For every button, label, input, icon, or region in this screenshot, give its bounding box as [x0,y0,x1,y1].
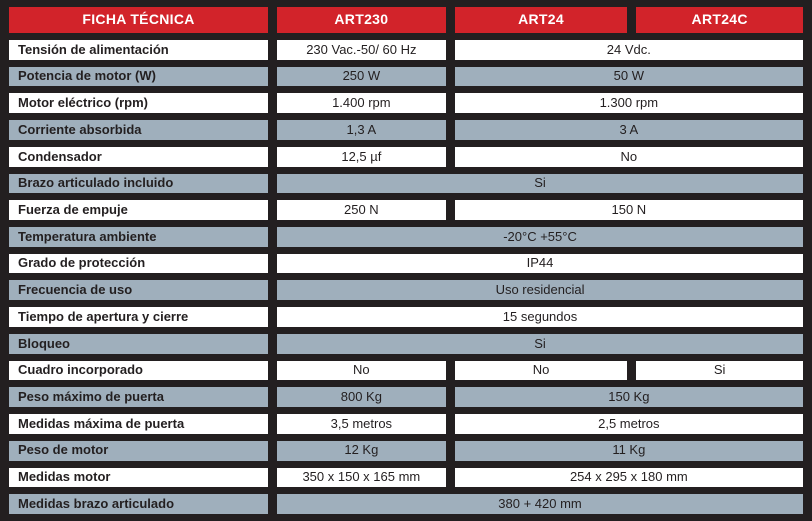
value-cell: 12,5 µf [277,147,446,167]
table-row [9,120,803,140]
row-label: Medidas motor [9,468,268,488]
table-row [9,361,803,381]
header-row [9,7,803,33]
value-cell: 150 Kg [455,387,803,407]
row-label: Cuadro incorporado [9,361,268,381]
value-cell: IP44 [277,254,803,274]
row-label: Grado de protección [9,254,268,274]
row-label: Motor eléctrico (rpm) [9,93,268,113]
table-row [9,254,803,274]
table-row [9,334,803,354]
row-label: Brazo articulado incluido [9,174,268,194]
table-row [9,174,803,194]
row-label: Frecuencia de uso [9,280,268,300]
row-label: Tensión de alimentación [9,40,268,60]
value-cell: No [455,147,803,167]
value-cell: 50 W [455,67,803,87]
table-row [9,307,803,327]
table-row [9,40,803,60]
table-row [9,494,803,514]
column-header-art24: ART24 [455,7,628,33]
value-cell: -20°C +55°C [277,227,803,247]
row-label: Peso máximo de puerta [9,387,268,407]
value-cell: 3,5 metros [277,414,446,434]
row-label: Bloqueo [9,334,268,354]
value-cell: 2,5 metros [455,414,803,434]
value-cell: 24 Vdc. [455,40,803,60]
value-cell: 800 Kg [277,387,446,407]
value-cell: No [277,361,446,381]
row-label: Medidas brazo articulado [9,494,268,514]
value-cell: 250 W [277,67,446,87]
value-cell: 1,3 A [277,120,446,140]
value-cell: 230 Vac.-50/ 60 Hz [277,40,446,60]
table-title: FICHA TÉCNICA [9,7,268,33]
value-cell: 1.400 rpm [277,93,446,113]
table-row [9,468,803,488]
table-row [9,414,803,434]
row-label: Potencia de motor (W) [9,67,268,87]
table-row [9,147,803,167]
row-label: Condensador [9,147,268,167]
value-cell: 12 Kg [277,441,446,461]
value-cell: Si [277,174,803,194]
value-cell: 11 Kg [455,441,803,461]
row-label: Tiempo de apertura y cierre [9,307,268,327]
table-row [9,227,803,247]
value-cell: 350 x 150 x 165 mm [277,468,446,488]
value-cell: 3 A [455,120,803,140]
row-label: Fuerza de empuje [9,200,268,220]
value-cell: 1.300 rpm [455,93,803,113]
column-header-art230: ART230 [277,7,446,33]
value-cell: 380 + 420 mm [277,494,803,514]
table-row [9,280,803,300]
value-cell: Si [277,334,803,354]
table-row [9,387,803,407]
value-cell: 250 N [277,200,446,220]
row-label: Corriente absorbida [9,120,268,140]
value-cell: 150 N [455,200,803,220]
value-cell: Uso residencial [277,280,803,300]
value-cell: No [455,361,628,381]
value-cell: Si [636,361,803,381]
table-row [9,441,803,461]
column-header-art24c: ART24C [636,7,803,33]
value-cell: 254 x 295 x 180 mm [455,468,803,488]
row-label: Medidas máxima de puerta [9,414,268,434]
table-row [9,67,803,87]
table-row [9,93,803,113]
row-label: Peso de motor [9,441,268,461]
table-row [9,200,803,220]
value-cell: 15 segundos [277,307,803,327]
row-label: Temperatura ambiente [9,227,268,247]
